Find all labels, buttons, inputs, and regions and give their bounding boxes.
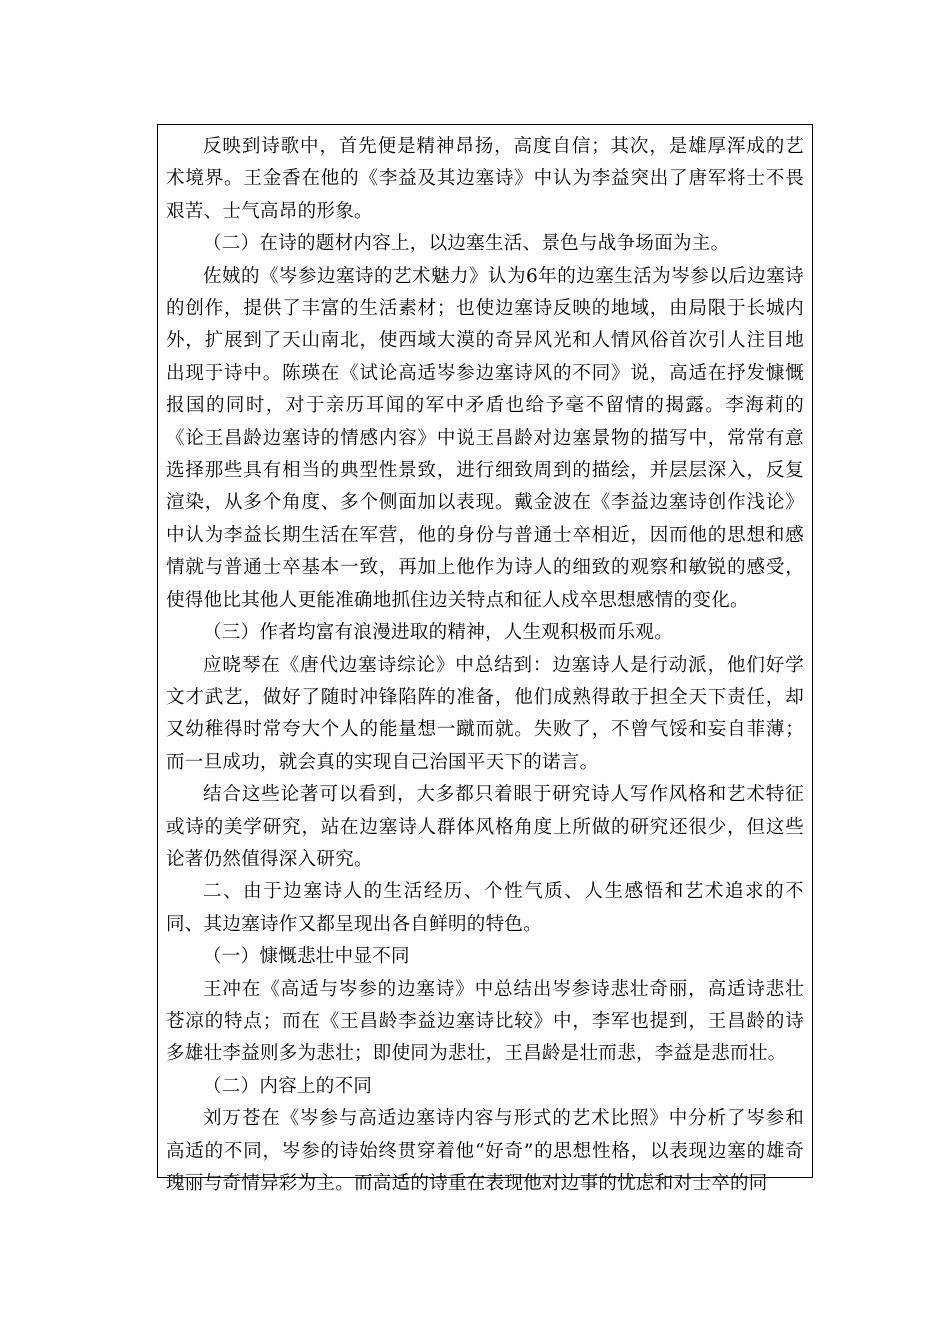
subsection-heading-2: （二）内容上的不同 xyxy=(203,1075,373,1097)
paragraph-1: 反映到诗歌中，首先便是精神昂扬，高度自信；其次，是雄厚浑成的艺术境界。王金香在他的《李益及其边塞诗》中认为李益突出了唐军将士不畏艰苦、士气高昂的形象。 xyxy=(166,136,804,222)
paragraph-3: 佐娀的《岑参边塞诗的艺术魅力》认为6年的边塞生活为岑参以后边塞诗的创作，提供了丰富的生活素材；也使边塞诗反映的地域，由局限于长城内外，扩展到了天山南北，使西域大漠的奇异风光和人情风俗首次引人注目地出现于诗中。陈瑛在《试论高适岑参边塞诗风的不同》说，高适在抒发慷慨报国的同时，对于亲历耳闻的军中矛盾也给予毫不留情的揭露。李海莉的《论王昌龄边塞诗的情感内容》中说王昌龄对边塞景物的描写中，常常有意选择那些具有相当的典型性景致，进行细致周到的描绘，并层层深入，反复渲染，从多个角度、多个侧面加以表现。戴金波在《李益边塞诗创作浅论》中认为李益长期生活在军营，他的身份与普通士卒相近，因而他的思想和感情就与普通士卒基本一致，再加上他作为诗人的细致的观察和敏锐的感受，使得他比其他人更能准确地抓住边关特点和征人戍卒思想感情的变化。 xyxy=(166,265,804,611)
section-heading-2: （二）在诗的题材内容上，以边塞生活、景色与战争场面为主。 xyxy=(203,233,730,255)
paragraph-9: 王冲在《高适与岑参的边塞诗》中总结出岑参诗悲壮奇丽，高适诗悲壮苍凉的特点；而在《王昌龄李益边塞诗比较》中，李军也提到，王昌龄的诗多雄壮李益则多为悲壮；即使同为悲壮，王昌龄是壮而悲，李益是悲而壮。 xyxy=(166,978,804,1065)
document-frame xyxy=(157,124,813,1194)
paragraph-5: 应晓琴在《唐代边塞诗综论》中总结到：边塞诗人是行动派，他们好学文才武艺，做好了随时冲锋陷阵的准备，他们成熟得敢于担全天下责任，却又幼稚得时常夸大个人的能量想一蹴而就。失败了，不曾气馁和妄自菲薄；而一旦成功，就会真的实现自己治国平天下的诺言。 xyxy=(166,654,804,773)
section-heading-part-two: 二、由于边塞诗人的生活经历、个性气质、人生感悟和艺术追求的不同、其边塞诗作又都呈现出各自鲜明的特色。 xyxy=(166,881,804,935)
paragraph-6: 结合这些论著可以看到，大多都只着眼于研究诗人写作风格和艺术特征或诗的美学研究，站在边塞诗人群体风格角度上所做的研究还很少，但这些论著仍然值得深入研究。 xyxy=(166,784,804,870)
document-body xyxy=(166,131,804,1200)
paragraph-11: 刘万苍在《岑参与高适边塞诗内容与形式的艺术比照》中分析了岑参和高适的不同，岑参的诗始终贯穿着他“好奇”的思想性格，以表现边塞的雄奇瑰丽与奇情异彩为主。而高适的诗重在表现他对边事的忧虑和对士卒的同 xyxy=(166,1108,804,1194)
section-heading-3: （三）作者均富有浪漫进取的精神，人生观积极而乐观。 xyxy=(203,622,674,644)
subsection-heading-1: （一）慷慨悲壮中显不同 xyxy=(203,946,410,968)
